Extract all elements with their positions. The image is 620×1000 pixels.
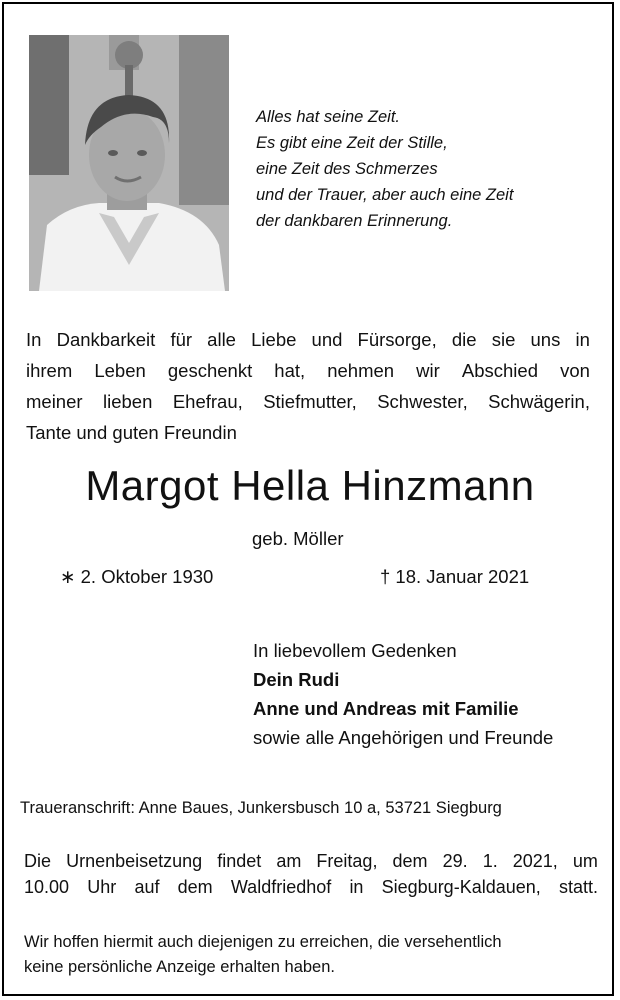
word: auf [134,877,160,897]
burial-info [24,848,598,900]
word: alle [207,329,236,350]
intro-line [26,355,590,386]
poem-line: der dankbaren Erinnerung. [256,212,453,230]
word: ihrem [26,360,73,381]
word: 2021, [512,851,558,871]
notice-line: Wir hoffen hiermit auch diejenigen zu erreichen, die versehentlich [24,933,502,951]
word: von [560,360,590,381]
word: dem [177,877,213,897]
birth-date: ∗ 2. Oktober 1930 [60,566,214,587]
word: 1. [482,851,498,871]
closing-notice [24,930,502,980]
word: die [451,329,477,350]
word: geschenkt [167,360,253,381]
word: Leben [94,360,146,381]
notice-line: keine persönliche Anzeige erhalten haben. [24,958,335,976]
mourners-line: sowie alle Angehörigen und Freunde [253,727,554,748]
word: meiner [26,391,83,412]
word: und [311,329,343,350]
poem [256,104,513,234]
word: Dankbarkeit [56,329,156,350]
word: Siegburg-Kaldauen, [381,877,541,897]
mourners [253,636,553,752]
word: Waldfriedhof [230,877,332,897]
intro-line [26,386,590,417]
word: in [575,329,590,350]
word: lieben [103,391,153,412]
poem-line: Alles hat seine Zeit. [256,108,400,126]
word: 10.00 [24,877,70,897]
word: wir [416,360,440,381]
word: Schwester, [377,391,468,412]
word: uns [530,329,561,350]
burial-line [24,874,598,900]
word: hat, [274,360,306,381]
word: Uhr [87,877,117,897]
word: Stiefmutter, [263,391,357,412]
portrait-photo [29,35,229,291]
word: In [26,329,42,350]
word: Ehefrau, [172,391,243,412]
word: sie [491,329,516,350]
death-date: † 18. Januar 2021 [380,566,530,587]
word: findet [217,851,262,871]
word: Die [24,851,52,871]
word: Schwägerin, [488,391,590,412]
word: für [170,329,193,350]
intro-line: Tante und guten Freundin [26,422,237,443]
intro-text [26,324,590,448]
word: 29. [442,851,468,871]
word: um [572,851,598,871]
poem-line: eine Zeit des Schmerzes [256,160,438,178]
word: nehmen [327,360,395,381]
word: statt. [558,877,598,897]
word: Abschied [461,360,538,381]
mourners-line: Anne und Andreas mit Familie [253,698,519,719]
poem-line: Es gibt eine Zeit der Stille, [256,134,448,152]
word: Liebe [251,329,297,350]
word: dem [392,851,428,871]
mourners-line: In liebevollem Gedenken [253,640,457,661]
poem-line: und der Trauer, aber auch eine Zeit [256,186,514,204]
intro-line [26,324,590,355]
word: Freitag, [316,851,378,871]
deceased-name: Margot Hella Hinzmann [85,462,535,509]
maiden-name: geb. Möller [252,528,344,549]
word: Fürsorge, [357,329,437,350]
word: in [349,877,364,897]
burial-line [24,848,598,874]
word: am [276,851,302,871]
word: Urnenbeisetzung [66,851,203,871]
mourners-line: Dein Rudi [253,669,340,690]
mourning-address: Traueranschrift: Anne Baues, Junkersbusch 10 a, 53721 Siegburg [20,799,502,817]
